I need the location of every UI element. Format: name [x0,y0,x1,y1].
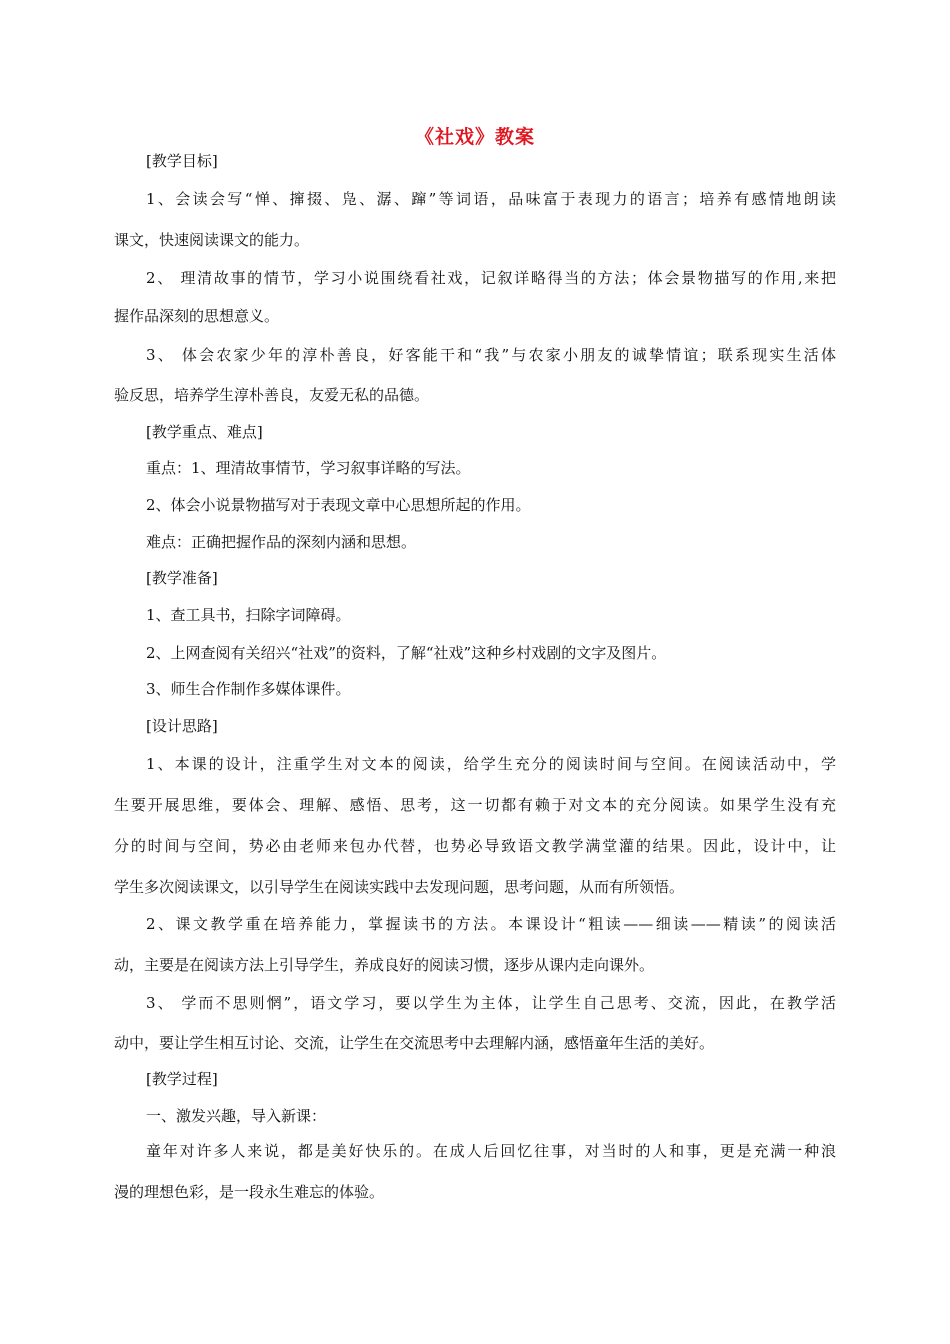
paragraph-line: 2、课文教学重在培养能力，掌握读书的方法。本课设计“粗读——细读——精读”的阅读活 [146,915,836,933]
paragraph-line: 3、 学而不思则惘”，语文学习，要以学生为主体，让学生自己思考、交流，因此，在教学活 [146,994,836,1012]
document-title: 《社戏》教案 [414,126,535,148]
subsection-heading: 一、激发兴趣，导入新课： [146,1107,327,1125]
paragraph-line: 3、 体会农家少年的淳朴善良，好客能干和“我”与农家小朋友的诚挚情谊；联系现实生活体 [146,346,836,364]
paragraph-line: 握作品深刻的思想意义。 [114,307,280,325]
paragraph-line: 动中，要让学生相互讨论、交流，让学生在交流思考中去理解内涵，感悟童年生活的美好。 [114,1034,715,1052]
paragraph-line: 学生多次阅读课文，以引导学生在阅读实践中去发现问题，思考问题，从而有所领悟。 [114,878,685,896]
paragraph-line: 重点：1、理清故事情节，学习叙事详略的写法。 [146,459,471,477]
section-heading-design: [设计思路] [146,717,218,735]
paragraph-line: 2、 理清故事的情节，学习小说围绕看社戏，记叙详略得当的方法；体会景物描写的作用,来把 [146,269,836,287]
paragraph-line: 验反思，培养学生淳朴善良，友爱无私的品德。 [114,386,430,404]
paragraph-line: 1、本课的设计，注重学生对文本的阅读，给学生充分的阅读时间与空间。在阅读活动中，学 [146,755,836,773]
section-heading-objectives: [教学目标] [146,152,218,170]
paragraph-line: 2、体会小说景物描写对于表现文章中心思想所起的作用。 [146,496,531,514]
paragraph-line: 难点：正确把握作品的深刻内涵和思想。 [146,533,417,551]
paragraph-line: 漫的理想色彩，是一段永生难忘的体验。 [114,1183,385,1201]
paragraph-line: 分的时间与空间，势必由老师来包办代替，也势必导致语文教学满堂灌的结果。因此，设计中，让 [114,837,836,855]
section-heading-preparation: [教学准备] [146,569,218,587]
paragraph-line: 童年对许多人来说，都是美好快乐的。在成人后回忆往事，对当时的人和事，更是充满一种浪 [146,1142,836,1160]
paragraph-line: 动，主要是在阅读方法上引导学生，养成良好的阅读习惯，逐步从课内走向课外。 [114,956,655,974]
paragraph-line: 2、上网查阅有关绍兴“社戏”的资料，了解“社戏”这种乡村戏剧的文字及图片。 [146,644,667,662]
paragraph-line: 课文，快速阅读课文的能力。 [114,231,310,249]
section-heading-process: [教学过程] [146,1070,218,1088]
paragraph-line: 1、查工具书，扫除字词障碍。 [146,606,351,624]
paragraph-line: 1、会读会写“惮、撺掇、凫、潺、蹿”等词语，品味富于表现力的语言；培养有感情地朗读 [146,190,836,208]
paragraph-line: 3、师生合作制作多媒体课件。 [146,680,351,698]
paragraph-line: 生要开展思维，要体会、理解、感悟、思考，这一切都有赖于对文本的充分阅读。如果学生没有充 [114,796,836,814]
section-heading-key-points: [教学重点、难点] [146,423,263,441]
